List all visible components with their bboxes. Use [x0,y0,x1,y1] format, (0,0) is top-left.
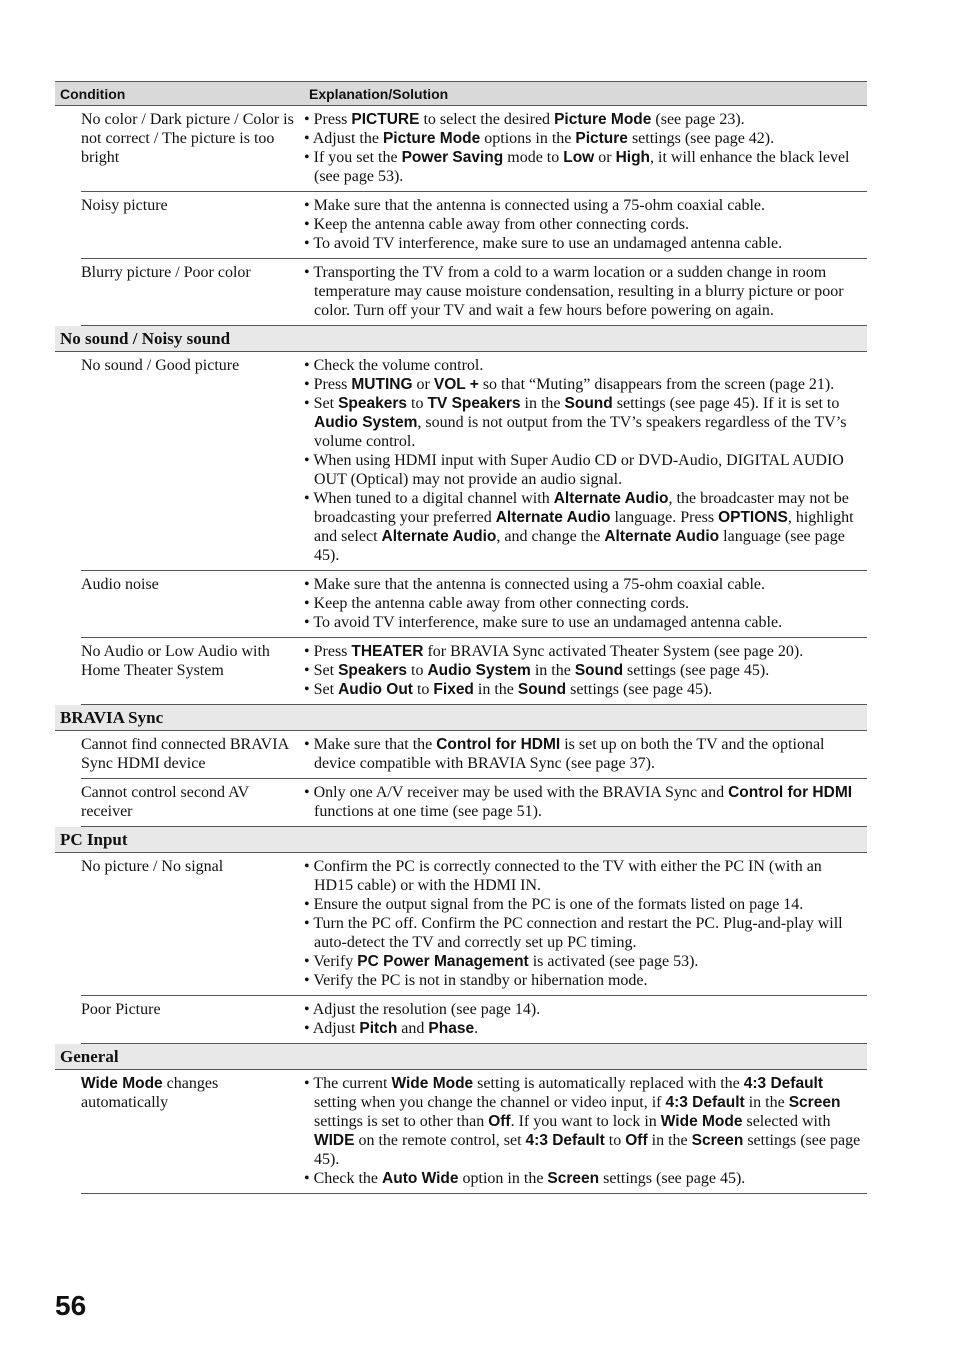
solution-cell [304,356,867,565]
troubleshooting-table [55,81,867,1194]
setting-name: Audio Out [338,681,413,698]
setting-name: Picture Mode [382,130,481,147]
setting-name: Screen [691,1132,744,1149]
setting-name: Audio System [314,414,418,431]
section-heading: No sound / Noisy sound [55,326,867,352]
setting-name: Alternate Audio [553,490,669,507]
setting-name: High [615,149,651,166]
solution-bullet: • To avoid TV interference, make sure to use an undamaged antenna cable. [304,235,783,252]
setting-name: Screen [547,1170,600,1187]
solution-bullet: • Set Speakers to TV Speakers in the Sound settings (see page 45). If it is set to Audio System, sound is not output from the TV’s speakers regardless of the TV’s volume control. [304,395,847,450]
page-number: 56 [55,1290,87,1321]
condition-cell: Blurry picture / Poor color [81,264,251,281]
table-header [55,81,867,106]
solution-bullet: • Adjust the Picture Mode options in the Picture settings (see page 42). [304,130,775,147]
solution-cell [304,1000,867,1038]
setting-name: Wide Mode [81,1075,163,1092]
solution-bullet: • Ensure the output signal from the PC is one of the formats listed on page 14. [304,896,804,913]
setting-name: Speakers [338,395,408,412]
solution-bullet: • Confirm the PC is correctly connected to the TV with either the PC IN (with an HD15 cable) or with the HDMI IN. [304,858,822,894]
setting-name: Screen [788,1094,841,1111]
solution-cell [304,642,867,699]
solution-bullet: • Press PICTURE to select the desired Picture Mode (see page 23). [304,111,745,128]
condition-cell: Poor Picture [81,1001,161,1018]
solution-bullet: • Only one A/V receiver may be used with the BRAVIA Sync and Control for HDMI functions at one time (see page 51). [304,784,853,820]
table-row [81,638,867,705]
setting-name: Speakers [338,662,408,679]
table-row [81,779,867,827]
solution-cell [304,196,867,253]
solution-cell [304,110,867,186]
setting-name: Alternate Audio [604,528,720,545]
setting-name: Wide Mode [391,1075,474,1092]
condition-cell: Noisy picture [81,197,168,214]
condition-cell: Audio noise [81,576,159,593]
table-row [81,352,867,571]
setting-name: Alternate Audio [381,528,497,545]
solution-bullet: • Make sure that the antenna is connected using a 75-ohm coaxial cable. [304,576,765,593]
solution-bullet: • Press MUTING or VOL + so that “Muting” disappears from the screen (page 21). [304,376,835,393]
condition-cell: Wide Mode changes automatically [81,1075,219,1111]
setting-name: WIDE [314,1132,355,1149]
setting-name: Phase [428,1020,475,1037]
setting-name: Picture [575,130,628,147]
table-row [81,1070,867,1194]
condition-cell: Cannot find connected BRAVIA Sync HDMI device [81,736,289,772]
solution-bullet: • Transporting the TV from a cold to a warm location or a sudden change in room temperature may cause moisture condensation, resulting in a blurry picture or poor color. Turn off your TV and wait a few hours before powering on again. [304,264,844,319]
setting-name: Pitch [359,1020,398,1037]
setting-name: Fixed [433,681,474,698]
setting-name: Sound [517,681,567,698]
table-row [81,853,867,996]
setting-name: PICTURE [351,111,420,128]
setting-name: 4:3 Default [525,1132,605,1149]
solution-bullet: • Set Speakers to Audio System in the Sound settings (see page 45). [304,662,770,679]
solution-bullet: • Keep the antenna cable away from other connecting cords. [304,595,689,612]
setting-name: VOL + [433,376,479,393]
solution-cell [304,1074,867,1188]
setting-name: Auto Wide [382,1170,459,1187]
table-row [81,996,867,1044]
solution-bullet: • Press THEATER for BRAVIA Sync activated Theater System (see page 20). [304,643,804,660]
solution-bullet: • When using HDMI input with Super Audio CD or DVD-Audio, DIGITAL AUDIO OUT (Optical) may not provide an audio signal. [304,452,844,488]
condition-cell: No color / Dark picture / Color is not correct / The picture is too bright [81,111,294,166]
setting-name: OPTIONS [718,509,788,526]
section-heading: PC Input [55,827,867,853]
setting-name: Low [563,149,595,166]
section-heading: General [55,1044,867,1070]
header-condition: Condition [60,85,126,102]
solution-bullet: • Verify the PC is not in standby or hibernation mode. [304,972,648,989]
setting-name: 4:3 Default [665,1094,745,1111]
solution-bullet: • Turn the PC off. Confirm the PC connection and restart the PC. Plug-and-play will auto-detect the TV and correctly set up PC timing. [304,915,843,951]
setting-name: Audio System [427,662,531,679]
solution-bullet: • Keep the antenna cable away from other connecting cords. [304,216,689,233]
solution-cell [304,857,867,990]
condition-cell: No sound / Good picture [81,357,240,374]
setting-name: Sound [574,662,624,679]
setting-name: Off [625,1132,648,1149]
solution-bullet: • Check the Auto Wide option in the Screen settings (see page 45). [304,1170,746,1187]
condition-cell: Cannot control second AV receiver [81,784,249,820]
header-explanation: Explanation/Solution [309,85,449,102]
table-row [81,106,867,192]
solution-cell [304,575,867,632]
section-heading: BRAVIA Sync [55,705,867,731]
setting-name: 4:3 Default [743,1075,824,1092]
table-body [55,106,867,1194]
solution-bullet: • When tuned to a digital channel with Alternate Audio, the broadcaster may not be broadcasting your preferred Alternate Audio language. Press OPTIONS, highlight and select Alternate Audio, and change the Alternate Audio language (see page 45). [304,490,854,564]
setting-name: Power Saving [401,149,504,166]
solution-bullet: • The current Wide Mode setting is automatically replaced with the 4:3 Default setting when you change the channel or video input, if 4:3 Default in the Screen settings is set to other than Off. If you want to lock in Wide Mode selected with WIDE on the remote control, set 4:3 Default to Off in the Screen settings (see page 45). [304,1075,861,1168]
solution-cell [304,263,867,320]
setting-name: Control for HDMI [728,784,853,801]
setting-name: MUTING [351,376,413,393]
table-row [81,731,867,779]
setting-name: Wide Mode [660,1113,743,1130]
condition-cell: No picture / No signal [81,858,224,875]
table-row [81,571,867,638]
solution-cell [304,735,867,773]
setting-name: PC Power Management [357,953,529,970]
solution-bullet: • Check the volume control. [304,357,484,374]
table-row [81,259,867,326]
solution-bullet: • Make sure that the Control for HDMI is set up on both the TV and the optional device compatible with BRAVIA Sync (see page 37). [304,736,825,772]
solution-cell [304,783,867,821]
solution-bullet: • To avoid TV interference, make sure to use an undamaged antenna cable. [304,614,783,631]
solution-bullet: • Adjust the resolution (see page 14). [304,1001,541,1018]
setting-name: Off [488,1113,511,1130]
setting-name: Control for HDMI [436,736,561,753]
setting-name: THEATER [351,643,424,660]
table-row [81,192,867,259]
setting-name: Picture Mode [554,111,652,128]
solution-bullet: • Adjust Pitch and Phase. [304,1020,479,1037]
solution-bullet: • Set Audio Out to Fixed in the Sound settings (see page 45). [304,681,713,698]
setting-name: Sound [564,395,613,412]
condition-cell: No Audio or Low Audio with Home Theater System [81,643,270,679]
solution-bullet: • Make sure that the antenna is connected using a 75-ohm coaxial cable. [304,197,765,214]
setting-name: TV Speakers [427,395,521,412]
setting-name: Alternate Audio [495,509,611,526]
solution-bullet: • Verify PC Power Management is activated (see page 53). [304,953,699,970]
solution-bullet: • If you set the Power Saving mode to Low or High, it will enhance the black level (see page 53). [304,149,850,185]
